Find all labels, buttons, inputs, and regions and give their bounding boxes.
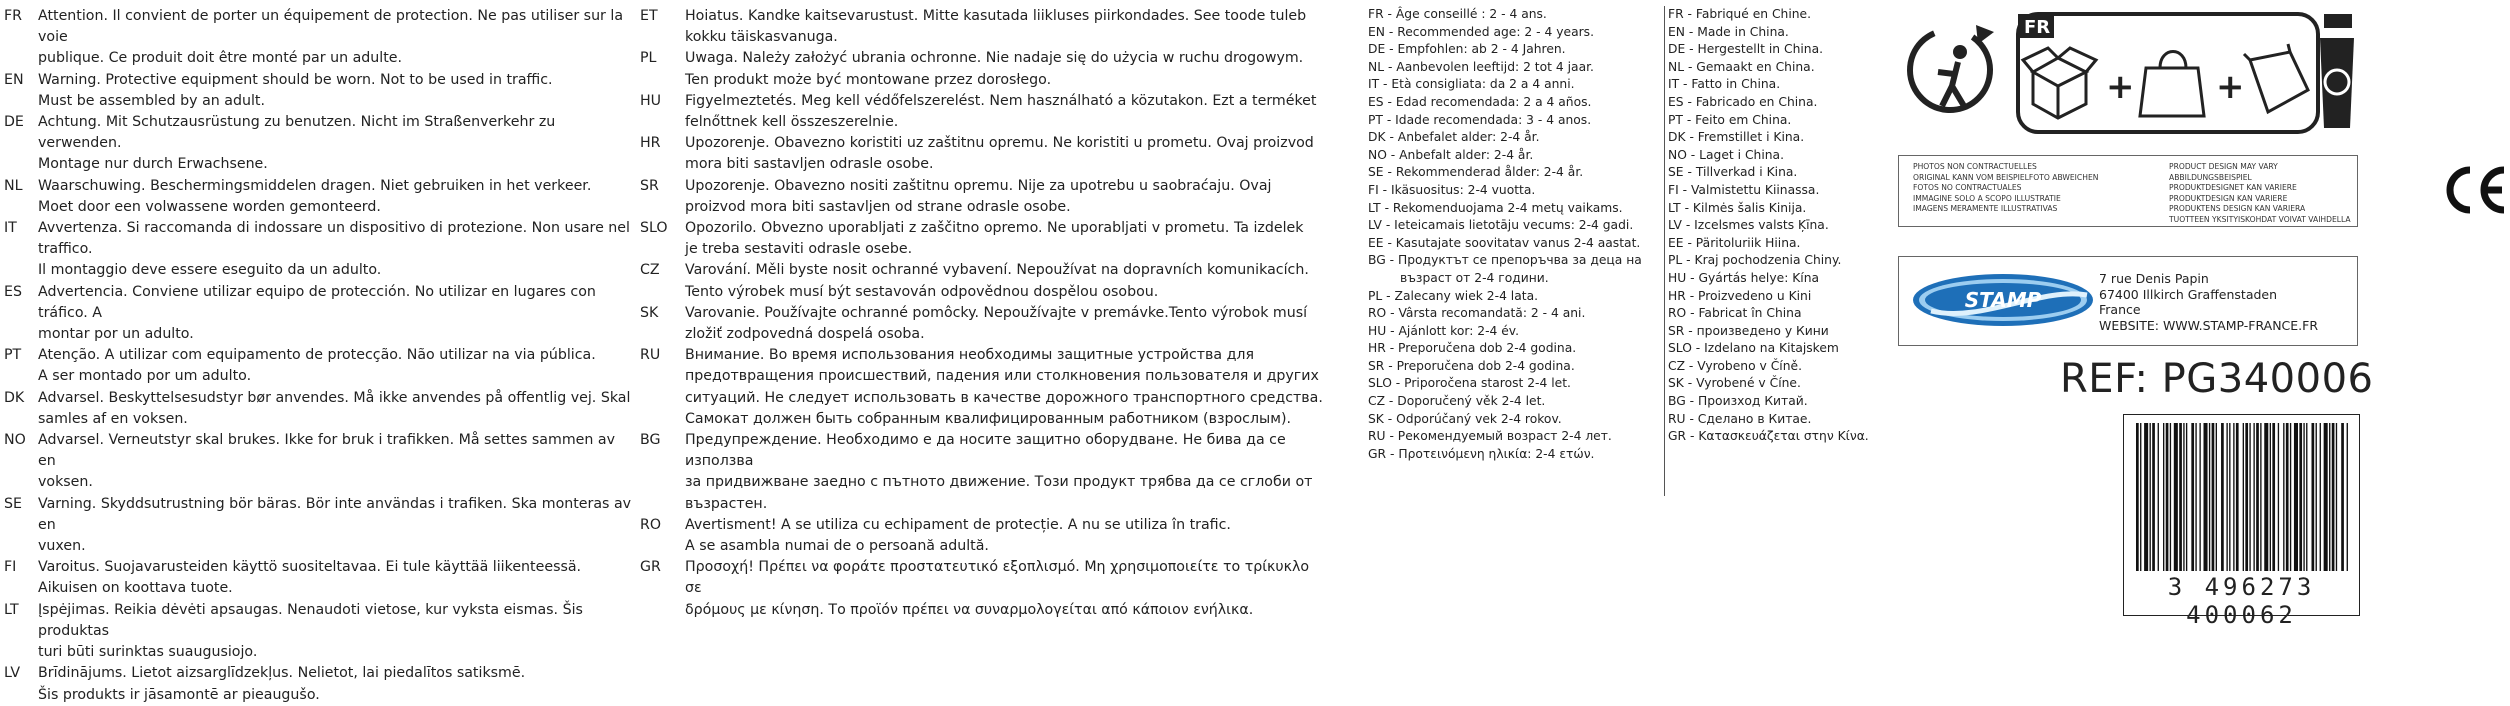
recycling-bin-icon	[2320, 14, 2354, 128]
barcode-bar	[2170, 423, 2171, 571]
barcode-bar	[2316, 423, 2317, 571]
warning-text: A ser montado por um adulto.	[38, 368, 252, 385]
warning-line	[640, 324, 1330, 345]
age-line: SR - Preporučena dob 2-4 godina.	[1368, 358, 1575, 373]
warning-line	[640, 557, 1330, 599]
age-line: SE - Rekommenderad ålder: 2-4 år.	[1368, 165, 1584, 180]
barcode-bar	[2163, 423, 2164, 571]
warning-line	[4, 112, 632, 154]
warning-text: Внимание. Во время использования необходимы защитные устройства для	[685, 347, 1255, 364]
warning-line	[640, 515, 1330, 536]
barcode-bar	[2209, 423, 2210, 571]
warning-line	[4, 70, 632, 91]
warning-text: je treba sestaviti odrasle osebe.	[685, 241, 913, 258]
barcode-bar	[2336, 423, 2337, 571]
age-line: CZ - Doporučený věk 2-4 let.	[1368, 394, 1546, 409]
warning-text: kokku täiskasvanuga.	[685, 29, 838, 46]
warning-line	[4, 6, 632, 48]
warning-text: Tento výrobek musí být sestavován odpovědnou dospělou osobou.	[685, 283, 1159, 300]
warning-text: Must be assembled by an adult.	[38, 92, 265, 109]
warning-line	[640, 176, 1330, 197]
language-code: PL	[640, 50, 657, 67]
language-code: CZ	[640, 262, 660, 279]
warning-line	[640, 536, 1330, 557]
origin-line: SK - Vyrobené v Číne.	[1668, 376, 1801, 391]
barcode-bar	[2299, 423, 2302, 571]
language-code: SR	[640, 177, 659, 194]
barcode-bar	[2286, 423, 2289, 571]
origin-line: NO - Laget i China.	[1668, 147, 1784, 162]
warning-line	[640, 70, 1330, 91]
origin-line: FI - Valmistettu Kiinassa.	[1668, 182, 1820, 197]
barcode-bar	[2158, 423, 2159, 571]
warning-text: Įspėjimas. Reikia dėvėti apsaugas. Nenaudoti vietose, kur vyksta eismas. Šis produktas	[38, 601, 583, 639]
address-line: 7 rue Denis Papin	[2099, 271, 2209, 286]
barcode-bar	[2229, 423, 2230, 571]
barcode-bar	[2216, 423, 2217, 571]
disclaimer-line: PRODUKTDESIGN KAN VARIERE	[2169, 193, 2288, 203]
language-code	[640, 388, 685, 409]
age-line: LT - Rekomenduojama 2-4 metų vaikams.	[1368, 200, 1623, 215]
barcode-bar	[2256, 423, 2259, 571]
barcode-bar	[2186, 423, 2187, 571]
barcode-bar	[2195, 423, 2196, 571]
warning-text: Ten produkt może być montowane przez dorosłego.	[685, 71, 1052, 88]
warning-line	[640, 91, 1330, 112]
age-line: FR - Âge conseillé : 2 - 4 ans.	[1368, 7, 1547, 21]
warning-text: Figyelmeztetés. Meg kell védőfelszerelést. Nem használható a közutakon. Ezt a terméket	[685, 92, 1317, 109]
stamp-logo-text: STAMP	[1964, 288, 2042, 312]
language-code	[4, 197, 38, 218]
language-code	[640, 282, 685, 303]
warning-text: Upozorenje. Obavezno nositi zaštitnu opremu. Nije za upotrebu u saobraćaju. Ovaj	[685, 177, 1272, 194]
warning-line	[640, 600, 1330, 621]
warning-line	[4, 557, 632, 578]
age-line: HU - Ajánlott kor: 2-4 év.	[1368, 323, 1520, 338]
language-code	[4, 578, 38, 599]
disclaimer-line: ORIGINAL KANN VOM BEISPIELFOTO ABWEICHEN	[1913, 172, 2099, 182]
barcode-bars	[2134, 423, 2349, 571]
barcode-bar	[2264, 423, 2268, 571]
warning-line	[640, 112, 1330, 133]
language-code	[4, 409, 38, 430]
language-code: DE	[4, 114, 24, 131]
age-line: RU - Рекомендуемый возраст 2-4 лет.	[1368, 429, 1612, 444]
warning-text: Attention. Il convient de porter un équipement de protection. Ne pas utiliser sur la voie	[38, 8, 624, 46]
disclaimer-line: PHOTOS NON CONTRACTUELLES	[1913, 162, 2037, 171]
language-code: ET	[640, 8, 658, 24]
barcode-bar	[2150, 423, 2151, 571]
warning-line	[640, 409, 1330, 430]
warning-text: Montage nur durch Erwachsene.	[38, 156, 268, 173]
warning-line	[4, 91, 632, 112]
warning-line	[640, 260, 1330, 281]
barcode-bar	[2245, 423, 2248, 571]
language-code: RU	[640, 347, 661, 364]
warning-line	[4, 578, 632, 599]
warning-line	[4, 154, 632, 175]
age-line: DE - Empfohlen: ab 2 - 4 Jahren.	[1368, 42, 1566, 57]
language-code: GR	[640, 559, 661, 576]
barcode-bar	[2226, 423, 2227, 571]
warning-text: Achtung. Mit Schutzausrüstung zu benutzen. Nicht im Straßenverkehr zu verwenden.	[38, 114, 556, 152]
warning-text: δρόμους με κίνηση. Το προϊόν πρέπει να συναρμολογείται από κάποιον ενήλικα.	[685, 601, 1254, 618]
disclaimer-left	[1913, 162, 2098, 215]
warning-text: montar por un adulto.	[38, 326, 194, 343]
language-code: NL	[4, 177, 23, 194]
warning-text: mora biti sastavljen odrasle osobe.	[685, 156, 934, 173]
age-line: PT - Idade recomendada: 3 - 4 anos.	[1368, 112, 1592, 127]
warning-line	[4, 430, 632, 472]
language-code	[640, 472, 685, 514]
disclaimer-right	[2169, 162, 2351, 225]
age-line: FI - Ikäsuositus: 2-4 vuotta.	[1368, 182, 1536, 197]
barcode-bar	[2152, 423, 2155, 571]
ce-mark	[2440, 160, 2510, 220]
origin-line: LT - Kilmės šalis Kinija.	[1668, 200, 1807, 215]
language-code	[640, 366, 685, 387]
warning-line	[640, 197, 1330, 218]
manufacturer-address	[2099, 271, 2318, 333]
age-line: DK - Anbefalet alder: 2-4 år.	[1368, 130, 1540, 145]
language-code	[640, 70, 685, 91]
language-code	[640, 324, 685, 345]
fr-badge-text: FR	[2024, 17, 2051, 38]
warning-text: Upozorenje. Obavezno koristiti uz zaštitnu opremu. Ne koristiti u prometu. Ovaj proizvod	[685, 135, 1314, 152]
warning-text: Самокат должен быть собранным квалифицированным работником (взрослым).	[685, 410, 1292, 427]
barcode-bar	[2332, 423, 2335, 571]
age-line: IT - Età consigliata: da 2 a 4 anni.	[1368, 77, 1575, 92]
origin-line: PL - Kraj pochodzenia Chiny.	[1668, 253, 1842, 268]
origin-line: SR - произведено у Кини	[1668, 323, 1829, 338]
age-line: GR - Προτεινόμενη ηλικία: 2-4 ετών.	[1368, 446, 1595, 461]
barcode-bar	[2312, 423, 2315, 571]
disclaimer-line: IMAGENS MERAMENTE ILLUSTRATIVAS	[1913, 204, 2058, 213]
plus-icon: +	[2106, 67, 2135, 107]
warning-text: Varoitus. Suojavarusteiden käyttö suositeltavaa. Ei tule käyttää liikenteessä.	[38, 559, 582, 576]
barcode-bar	[2183, 423, 2184, 571]
origin-line: DE - Hergestellt in China.	[1668, 42, 1824, 57]
warning-text: Brīdinājums. Lietot aizsarglīdzekļus. Nelietot, lai piedalītos satiksmē.	[38, 665, 526, 682]
barcode-bar	[2329, 423, 2330, 571]
warning-line	[4, 260, 632, 281]
warning-text: Waarschuwing. Beschermingsmiddelen dragen. Niet gebruiken in het verkeer.	[38, 177, 592, 194]
warning-line	[640, 133, 1330, 154]
warning-line	[4, 472, 632, 493]
barcode-bar	[2144, 423, 2148, 571]
language-code	[4, 472, 38, 493]
barcode-bar	[2294, 423, 2298, 571]
origin-line: EE - Päritoluriik Hiina.	[1668, 235, 1801, 250]
barcode-bar	[2179, 423, 2182, 571]
origin-line: NL - Gemaakt en China.	[1668, 59, 1815, 74]
warning-text: publique. Ce produit doit être monté par un adulte.	[38, 50, 403, 67]
language-code	[640, 536, 685, 557]
language-code: SK	[640, 304, 659, 321]
recommended-age-list	[1368, 6, 1646, 463]
barcode-bar	[2283, 423, 2284, 571]
warning-text: voksen.	[38, 474, 93, 491]
warning-line	[4, 494, 632, 536]
warning-text: Advarsel. Beskyttelsesudstyr bør anvendes. Må ikke anvendes på offentlig vej. Skal	[38, 389, 631, 406]
language-code: FI	[4, 559, 17, 576]
language-code: FR	[4, 8, 23, 24]
barcode-bar	[2221, 423, 2224, 571]
barcode-bar	[2272, 423, 2275, 571]
warnings-column-left	[4, 6, 632, 706]
language-code: SE	[4, 495, 22, 512]
disclaimer-line: FOTOS NO CONTRACTUALES	[1913, 183, 2022, 192]
warning-line	[640, 366, 1330, 387]
language-code	[640, 600, 685, 621]
warning-text: Advertencia. Conviene utilizar equipo de protección. No utilizar en lugares con tráfico. A	[38, 283, 596, 321]
stamp-logo	[1911, 269, 2095, 331]
warning-line	[4, 536, 632, 557]
language-code: PT	[4, 347, 22, 364]
warning-line	[4, 388, 632, 409]
age-line: PL - Zalecany wiek 2-4 lata.	[1368, 288, 1539, 303]
recycling-info-graphic	[1898, 10, 2354, 140]
barcode-bar	[2303, 423, 2304, 571]
warning-line	[640, 48, 1330, 69]
warning-line	[640, 239, 1330, 260]
language-code: LV	[4, 665, 21, 682]
warning-line	[640, 345, 1330, 366]
warning-line	[4, 197, 632, 218]
age-line: EN - Recommended age: 2 - 4 years.	[1368, 24, 1594, 39]
language-code: SLO	[640, 220, 668, 237]
barcode-bar	[2166, 423, 2169, 571]
language-code	[4, 91, 38, 112]
age-line: HR - Preporučena dob 2-4 godina.	[1368, 341, 1577, 356]
origin-line: LV - Izcelsmes valsts Ķīna.	[1668, 218, 1829, 233]
warning-text: vuxen.	[38, 538, 86, 555]
origin-line: DK - Fremstillet i Kina.	[1668, 130, 1805, 145]
language-code	[4, 48, 38, 69]
warning-text: за придвижване заедно с пътното движение. Този продукт трябва да се сглоби от възрастен.	[685, 474, 1313, 512]
age-line: SLO - Priporočena starost 2-4 let.	[1368, 376, 1571, 391]
language-code: RO	[640, 516, 662, 533]
warning-text: samles af en voksen.	[38, 410, 188, 427]
barcode-bar	[2191, 423, 2194, 571]
language-code	[640, 239, 685, 260]
warning-line	[640, 282, 1330, 303]
language-code: HU	[640, 92, 662, 109]
warning-text: ситуаций. Не следует использовать в качестве дорожного транспортного средства.	[685, 389, 1323, 406]
warning-text: Avertisment! A se utiliza cu echipament de protecție. A nu se utiliza în trafic.	[685, 516, 1231, 533]
warning-line	[4, 324, 632, 345]
warning-text: turi būti surinktas suaugusiojo.	[38, 644, 258, 661]
warning-line	[4, 345, 632, 366]
warning-text: A se asambla numai de o persoană adultă.	[685, 538, 989, 555]
box-icon	[2023, 48, 2096, 118]
age-line: възраст от 2-4 години.	[1400, 270, 1549, 285]
warning-text: Varovanie. Používajte ochranné pomôcky. Nepoužívajte v premávke.Tento výrobok musí	[685, 304, 1308, 321]
language-code: LT	[4, 601, 19, 618]
warning-text: Il montaggio deve essere eseguito da un adulto.	[38, 262, 382, 279]
manufacturer-box	[1898, 256, 2358, 346]
warning-line	[4, 409, 632, 430]
barcode-bar	[2136, 423, 2139, 571]
warning-line	[4, 48, 632, 69]
warning-text: Προσοχή! Πρέπει να φοράτε προστατευτικό εξοπλισμό. Μη χρησιμοποιείτε το τρίκυκλο σε	[685, 559, 1310, 597]
origin-line: FR - Fabriqué en Chine.	[1668, 7, 1812, 21]
language-code: ES	[4, 283, 22, 300]
warning-line	[4, 642, 632, 663]
barcode-bar	[2253, 423, 2254, 571]
plus-icon-2: +	[2216, 67, 2245, 107]
barcode-bar	[2243, 423, 2244, 571]
origin-line: RU - Сделано в Китае.	[1668, 411, 1812, 426]
address-line: WEBSITE: WWW.STAMP-FRANCE.FR	[2099, 317, 2319, 333]
barcode-bar	[2199, 423, 2200, 571]
age-line: NL - Aanbevolen leeftijd: 2 tot 4 jaar.	[1368, 59, 1594, 74]
product-reference: REF: PG340006	[2060, 356, 2374, 402]
barcode-bar	[2174, 423, 2178, 571]
language-code	[4, 642, 38, 663]
warning-text: Uwaga. Należy założyć ubrania ochronne. Nie nadaje się do użycia w ruchu drogowym.	[685, 50, 1304, 67]
origin-line: RO - Fabricat în China	[1668, 306, 1802, 321]
bag-icon	[2140, 52, 2204, 117]
barcode	[2123, 414, 2360, 629]
origin-line: GR - Κατασκευάζεται στην Κίνα.	[1668, 429, 1869, 444]
disclaimer-line: TUOTTEEN YKSITYISKOHDAT VOIVAT VAIHDELLA	[2169, 214, 2351, 224]
disclaimer-line: PRODUKTENS DESIGN KAN VARIERA	[2169, 204, 2306, 213]
warning-line	[4, 600, 632, 642]
warning-line	[640, 430, 1330, 472]
origin-line: IT - Fatto in China.	[1668, 77, 1781, 92]
warning-line	[4, 176, 632, 197]
disclaimer-line: IMMAGINE SOLO A SCOPO ILLUSTRATIE	[1913, 193, 2061, 203]
barcode-bar	[2278, 423, 2279, 571]
age-line: ES - Edad recomendada: 2 a 4 años.	[1368, 94, 1592, 109]
warnings-column-middle	[640, 6, 1330, 621]
barcode-bar	[2270, 423, 2271, 571]
warning-line	[4, 218, 632, 260]
warning-text: Aikuisen on koottava tuote.	[38, 580, 233, 597]
origin-line: EN - Made in China.	[1668, 24, 1789, 39]
warning-line	[4, 282, 632, 324]
disclaimer-line: ABBILDUNGSBEISPIEL	[2169, 172, 2252, 182]
barcode-bar	[2324, 423, 2328, 571]
warning-text: Warning. Protective equipment should be worn. Not to be used in traffic.	[38, 71, 553, 88]
language-code: IT	[4, 220, 17, 237]
language-code: NO	[4, 432, 26, 449]
disclaimer-line: PRODUCT DESIGN MAY VARY	[2169, 162, 2278, 171]
language-code	[640, 27, 685, 48]
warning-text: Hoiatus. Kandke kaitsevarustust. Mitte kasutada liikluses piirkondades. See toode tuleb	[685, 8, 1307, 24]
warning-line	[640, 218, 1330, 239]
origin-line: PT - Feito em China.	[1668, 112, 1792, 127]
made-in-list	[1668, 6, 1878, 446]
age-line: SK - Odporúčaný vek 2-4 rokov.	[1368, 411, 1562, 426]
age-line: RO - Vârsta recomandată: 2 - 4 ani.	[1368, 306, 1586, 321]
language-code	[640, 154, 685, 175]
language-code	[640, 197, 685, 218]
barcode-bar	[2341, 423, 2344, 571]
age-line: LV - Ieteicamais lietotāju vecums: 2-4 gadi.	[1368, 218, 1634, 233]
language-code: DK	[4, 389, 25, 406]
origin-line: SE - Tillverkad i Kina.	[1668, 165, 1798, 180]
warning-text: Предупреждение. Необходимо е да носите защитно оборудване. Не бива да се използва	[685, 432, 1286, 470]
warning-line	[640, 154, 1330, 175]
language-code: HR	[640, 135, 661, 152]
language-code	[640, 112, 685, 133]
disclaimer-line: PRODUKTDESIGNET KAN VARIERE	[2169, 183, 2297, 192]
language-code	[4, 260, 38, 281]
warning-text: felnőttnek kell összeszerelnie.	[685, 114, 899, 131]
address-line: France	[2099, 302, 2141, 317]
warning-line	[4, 366, 632, 387]
warning-text: Advarsel. Verneutstyr skal brukes. Ikke for bruk i trafikken. Må settes sammen av en	[38, 432, 615, 470]
barcode-bar	[2260, 423, 2261, 571]
age-line: BG - Продуктът се препоръчва за деца на	[1368, 253, 1642, 268]
column-divider	[1664, 6, 1665, 496]
language-code	[4, 324, 38, 345]
barcode-bar	[2290, 423, 2291, 571]
language-code: EN	[4, 71, 24, 88]
barcode-bar	[2347, 423, 2348, 571]
age-line: NO - Anbefalt alder: 2-4 år.	[1368, 147, 1534, 162]
sachet-icon	[2244, 44, 2308, 112]
language-code	[4, 154, 38, 175]
warning-line	[4, 663, 632, 684]
warning-line	[640, 27, 1330, 48]
barcode-bar	[2204, 423, 2208, 571]
barcode-bar	[2236, 423, 2239, 571]
warning-line	[640, 472, 1330, 514]
barcode-bar	[2233, 423, 2234, 571]
warning-text: proizvod mora biti sastavljen od strane odrasle osobe.	[685, 198, 1071, 215]
triman-icon	[1898, 14, 2006, 127]
language-code	[4, 366, 38, 387]
language-code	[4, 685, 38, 706]
warning-text: Varning. Skyddsutrustning bör bäras. Bör inte användas i trafiken. Ska monteras av en	[38, 495, 632, 533]
warning-text: Varování. Měli byste nosit ochranné vybavení. Nepoužívat na dopravních komunikacích.	[685, 262, 1309, 279]
origin-line: BG - Произход Китай.	[1668, 394, 1808, 409]
warning-text: Avvertenza. Si raccomanda di indossare un dispositivo di protezione. Non usare nel traffico.	[38, 220, 630, 258]
photo-disclaimer-box	[1898, 155, 2358, 227]
origin-line: CZ - Vyrobeno v Číně.	[1668, 358, 1802, 373]
warning-line	[640, 303, 1330, 324]
age-line: EE - Kasutajate soovitatav vanus 2-4 aastat.	[1368, 235, 1641, 250]
barcode-bar	[2320, 423, 2321, 571]
origin-line: ES - Fabricado en China.	[1668, 94, 1818, 109]
warning-line	[4, 685, 632, 706]
barcode-bar	[2306, 423, 2307, 571]
warning-text: Šis produkts ir jāsamontē ar pieaugušo.	[38, 686, 320, 703]
origin-line: SLO - Izdelano na Kitajskem	[1668, 341, 1839, 356]
warning-text: Opozorilo. Obvezno uporabljati z zaščitno opremo. Ne uporabljati v prometu. Ta izdelek	[685, 220, 1304, 237]
address-line: 67400 Illkirch Graffenstaden	[2099, 286, 2278, 302]
warning-line	[640, 388, 1330, 409]
warning-text: предотвращения происшествий, падения или столкновения пользователя и других	[685, 368, 1319, 385]
language-code	[4, 536, 38, 557]
origin-line: HR - Proizvedeno u Kini	[1668, 288, 1812, 303]
warning-text: Atenção. A utilizar com equipamento de protecção. Não utilizar na via pública.	[38, 347, 596, 364]
warning-text: zložiť zodpovedná dospelá osoba.	[685, 326, 925, 343]
origin-line: HU - Gyártás helye: Kína	[1668, 270, 1820, 285]
language-code: BG	[640, 432, 661, 449]
language-code	[640, 409, 685, 430]
barcode-bar	[2140, 423, 2141, 571]
barcode-bar	[2249, 423, 2250, 571]
barcode-number: 3 496273 400062	[2167, 573, 2316, 629]
warning-line	[640, 6, 1330, 27]
barcode-bar	[2212, 423, 2215, 571]
warning-text: Moet door een volwassene worden gemonteerd.	[38, 198, 381, 215]
